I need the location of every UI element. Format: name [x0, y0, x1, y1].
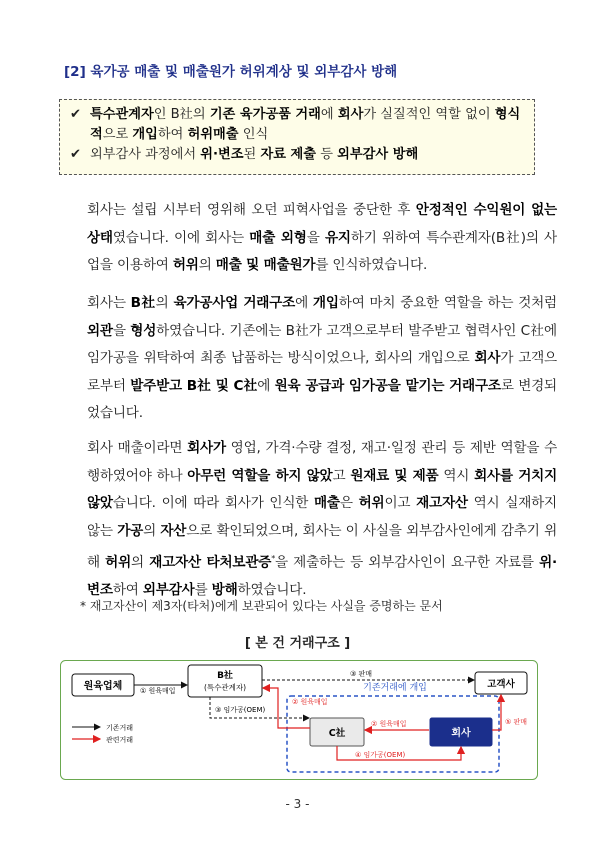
flow-label-4: ④ 임가공(OEM) — [355, 751, 406, 759]
bold-text-run: 회사가 — [187, 440, 226, 456]
text-run: 가 고객으로부터 — [87, 350, 557, 394]
bold-text-run: 아무런 역할을 하지 않았 — [187, 467, 333, 484]
text-run: 회사는 설립 시부터 영위해 오던 피혁사업을 중단한 후 — [87, 202, 416, 218]
footnote: * 재고자산이 제3자(타처)에게 보관되어 있다는 사실을 증명하는 문서 — [80, 599, 443, 613]
legend-related: 관련거래 — [106, 736, 134, 744]
bold-text-run: 외관 — [87, 322, 113, 339]
bold-text-run: 위·변조 — [200, 147, 244, 162]
text-run: 에 — [257, 377, 275, 394]
text-run: 회사 매출이라면 — [87, 440, 188, 456]
text-run: 습니다. 이에 따라 회사가 인식한 — [112, 495, 314, 511]
text-run: 으로 — [102, 127, 133, 142]
group-label: 기존거래에 개입 — [363, 683, 427, 693]
text-run: 의 — [155, 295, 174, 311]
summary-item — [70, 145, 526, 165]
bold-text-run: 회사 — [474, 350, 501, 366]
flow-label-1: ① 원육매입 — [140, 687, 176, 695]
text-run: 영업, 가격·수량 결정, 재고·일정 관리 등 제반 역할을 수행하였어야 하나 — [87, 440, 557, 484]
diagram-title: [ 본 건 거래구조 ] — [244, 636, 351, 651]
bold-text-run: 원재료 및 제품 — [350, 467, 439, 484]
transaction-structure-diagram — [60, 660, 538, 780]
bold-text-run: 가공 — [117, 522, 144, 539]
bold-text-run: 회사 — [337, 107, 364, 122]
summary-item — [70, 105, 526, 145]
node-company-label: 회사 — [451, 728, 471, 739]
text-run: 의 — [131, 554, 150, 571]
node-b-company-label: B社 — [217, 671, 233, 681]
bold-text-run: 재고자산 — [416, 495, 468, 511]
text-run: 하여 — [112, 582, 143, 599]
text-run: 등 — [316, 147, 338, 162]
node-supplier-label: 원육업체 — [83, 681, 123, 692]
bold-text-run: 매출 외형 — [249, 229, 307, 246]
bold-text-run: 허위 — [105, 554, 132, 571]
bold-text-run: 재고자산 타처보관증 — [149, 554, 272, 571]
text-run: 하여 — [157, 127, 188, 142]
bold-text-run: 외부감사 방해 — [337, 147, 419, 162]
bold-text-run: 발주받고 B社 및 C社 — [130, 377, 258, 394]
bold-text-run: 자료 제출 — [260, 147, 317, 162]
bold-text-run: 형식적 — [90, 107, 521, 142]
flow-label-3: ③ 판매 — [350, 670, 373, 678]
text-run: 회사는 — [87, 295, 131, 311]
bold-text-run: B社 — [130, 295, 156, 311]
summary-text-2 — [90, 145, 526, 165]
bold-text-run: 개입 — [312, 295, 339, 311]
bold-text-run: 매출 및 매출원가 — [215, 257, 316, 273]
check-icon: ✔ — [70, 107, 82, 122]
text-run: 를 — [194, 582, 212, 599]
paragraph-2 — [63, 290, 557, 428]
text-run: 가 실질적인 역할 없이 — [363, 107, 495, 122]
bold-text-run: 안정적인 수익원이 없는 상태 — [87, 202, 557, 246]
bold-text-run: 자산 — [160, 522, 187, 539]
text-run: 인 B社의 — [153, 107, 210, 122]
text-run: 인식 — [238, 127, 269, 142]
bold-text-run: 위·변조 — [87, 554, 557, 599]
check-icon: ✔ — [70, 147, 82, 162]
text-run: 로 변경되었습니다. — [87, 377, 557, 421]
section-heading: [2] 육가공 매출 및 매출원가 허위계상 및 외부감사 방해 — [64, 64, 398, 80]
text-run: 역시 — [438, 467, 475, 484]
bold-text-run: 기존 육가공품 거래 — [209, 107, 321, 122]
node-c-company-label: C社 — [328, 728, 346, 739]
legend-existing: 기존거래 — [106, 724, 134, 732]
text-run: 하였습니다. 기존에는 B社가 고객으로부터 발주받고 협력사인 C社에 임가공을 위탁하여 최종 납품하는 방식이었으나, 회사의 개입으로 — [87, 322, 557, 366]
text-run: 으로 확인되었으며, 회사는 이 사실을 외부감사인에게 감추기 위해 — [87, 522, 558, 571]
bold-text-run: 개입 — [132, 127, 158, 142]
bold-text-run: 형성 — [130, 322, 157, 339]
paragraph-1 — [63, 197, 557, 280]
node-customer-label: 고객사 — [487, 679, 515, 690]
node-b-company — [188, 665, 262, 697]
text-run: 하여 마치 중요한 역할을 하는 것처럼 — [338, 295, 557, 311]
summary-text-1 — [90, 105, 526, 145]
text-run: 이고 — [384, 495, 417, 511]
flow-label-2: ② 원육매입 — [292, 698, 328, 706]
bold-text-run: 허위 — [358, 495, 385, 511]
text-run: 에 — [320, 107, 338, 122]
bold-text-run: 회사를 거치지 않았 — [87, 467, 558, 511]
bold-text-run: 허위 — [172, 257, 199, 273]
text-run: 하였습니다. — [237, 582, 307, 599]
text-run: 하기 위하여 특수관계자(B社)의 사업을 이용하여 — [87, 229, 557, 273]
bold-text-run: 허위매출 — [187, 127, 239, 142]
bold-text-run: 외부감사 — [142, 582, 195, 599]
bold-text-run: 매출 — [314, 495, 340, 511]
summary-box — [59, 99, 535, 175]
bold-text-run: 유지 — [324, 229, 351, 246]
text-run: 였습니다. 이에 회사는 — [112, 229, 250, 246]
page-number: - 3 - — [285, 797, 310, 811]
text-run: 고 — [332, 467, 351, 484]
text-run: 을 — [306, 229, 325, 246]
text-run: 에 — [295, 295, 313, 311]
text-run: * — [271, 554, 276, 563]
text-run: 된 — [243, 147, 261, 162]
bold-text-run: 특수관계자 — [90, 107, 154, 122]
text-run: 의 — [198, 257, 216, 273]
text-run: 를 인식하였습니다. — [315, 257, 428, 273]
text-run: 의 — [143, 522, 161, 539]
bold-text-run: 원육 공급과 임가공을 맡기는 거래구조 — [274, 377, 501, 394]
text-run: 을 — [112, 322, 131, 339]
text-run: 은 — [339, 495, 359, 511]
flow-label-c-from-b: ③ 임가공(OEM) — [215, 706, 266, 714]
text-run: 을 제출하는 등 외부감사인이 요구한 자료를 — [275, 554, 540, 571]
text-run: 외부감사 과정에서 — [90, 147, 201, 162]
flow-label-5a: ② 원육매입 — [371, 720, 407, 728]
bold-text-run: 방해 — [211, 582, 238, 599]
text-run: 역시 실재하지 않는 — [87, 495, 557, 539]
node-b-company-sub: (특수관계자) — [203, 683, 247, 692]
paragraph-3 — [63, 435, 557, 605]
bold-text-run: 육가공사업 거래구조 — [173, 295, 296, 311]
flow-label-5: ⑤ 판매 — [505, 718, 528, 726]
